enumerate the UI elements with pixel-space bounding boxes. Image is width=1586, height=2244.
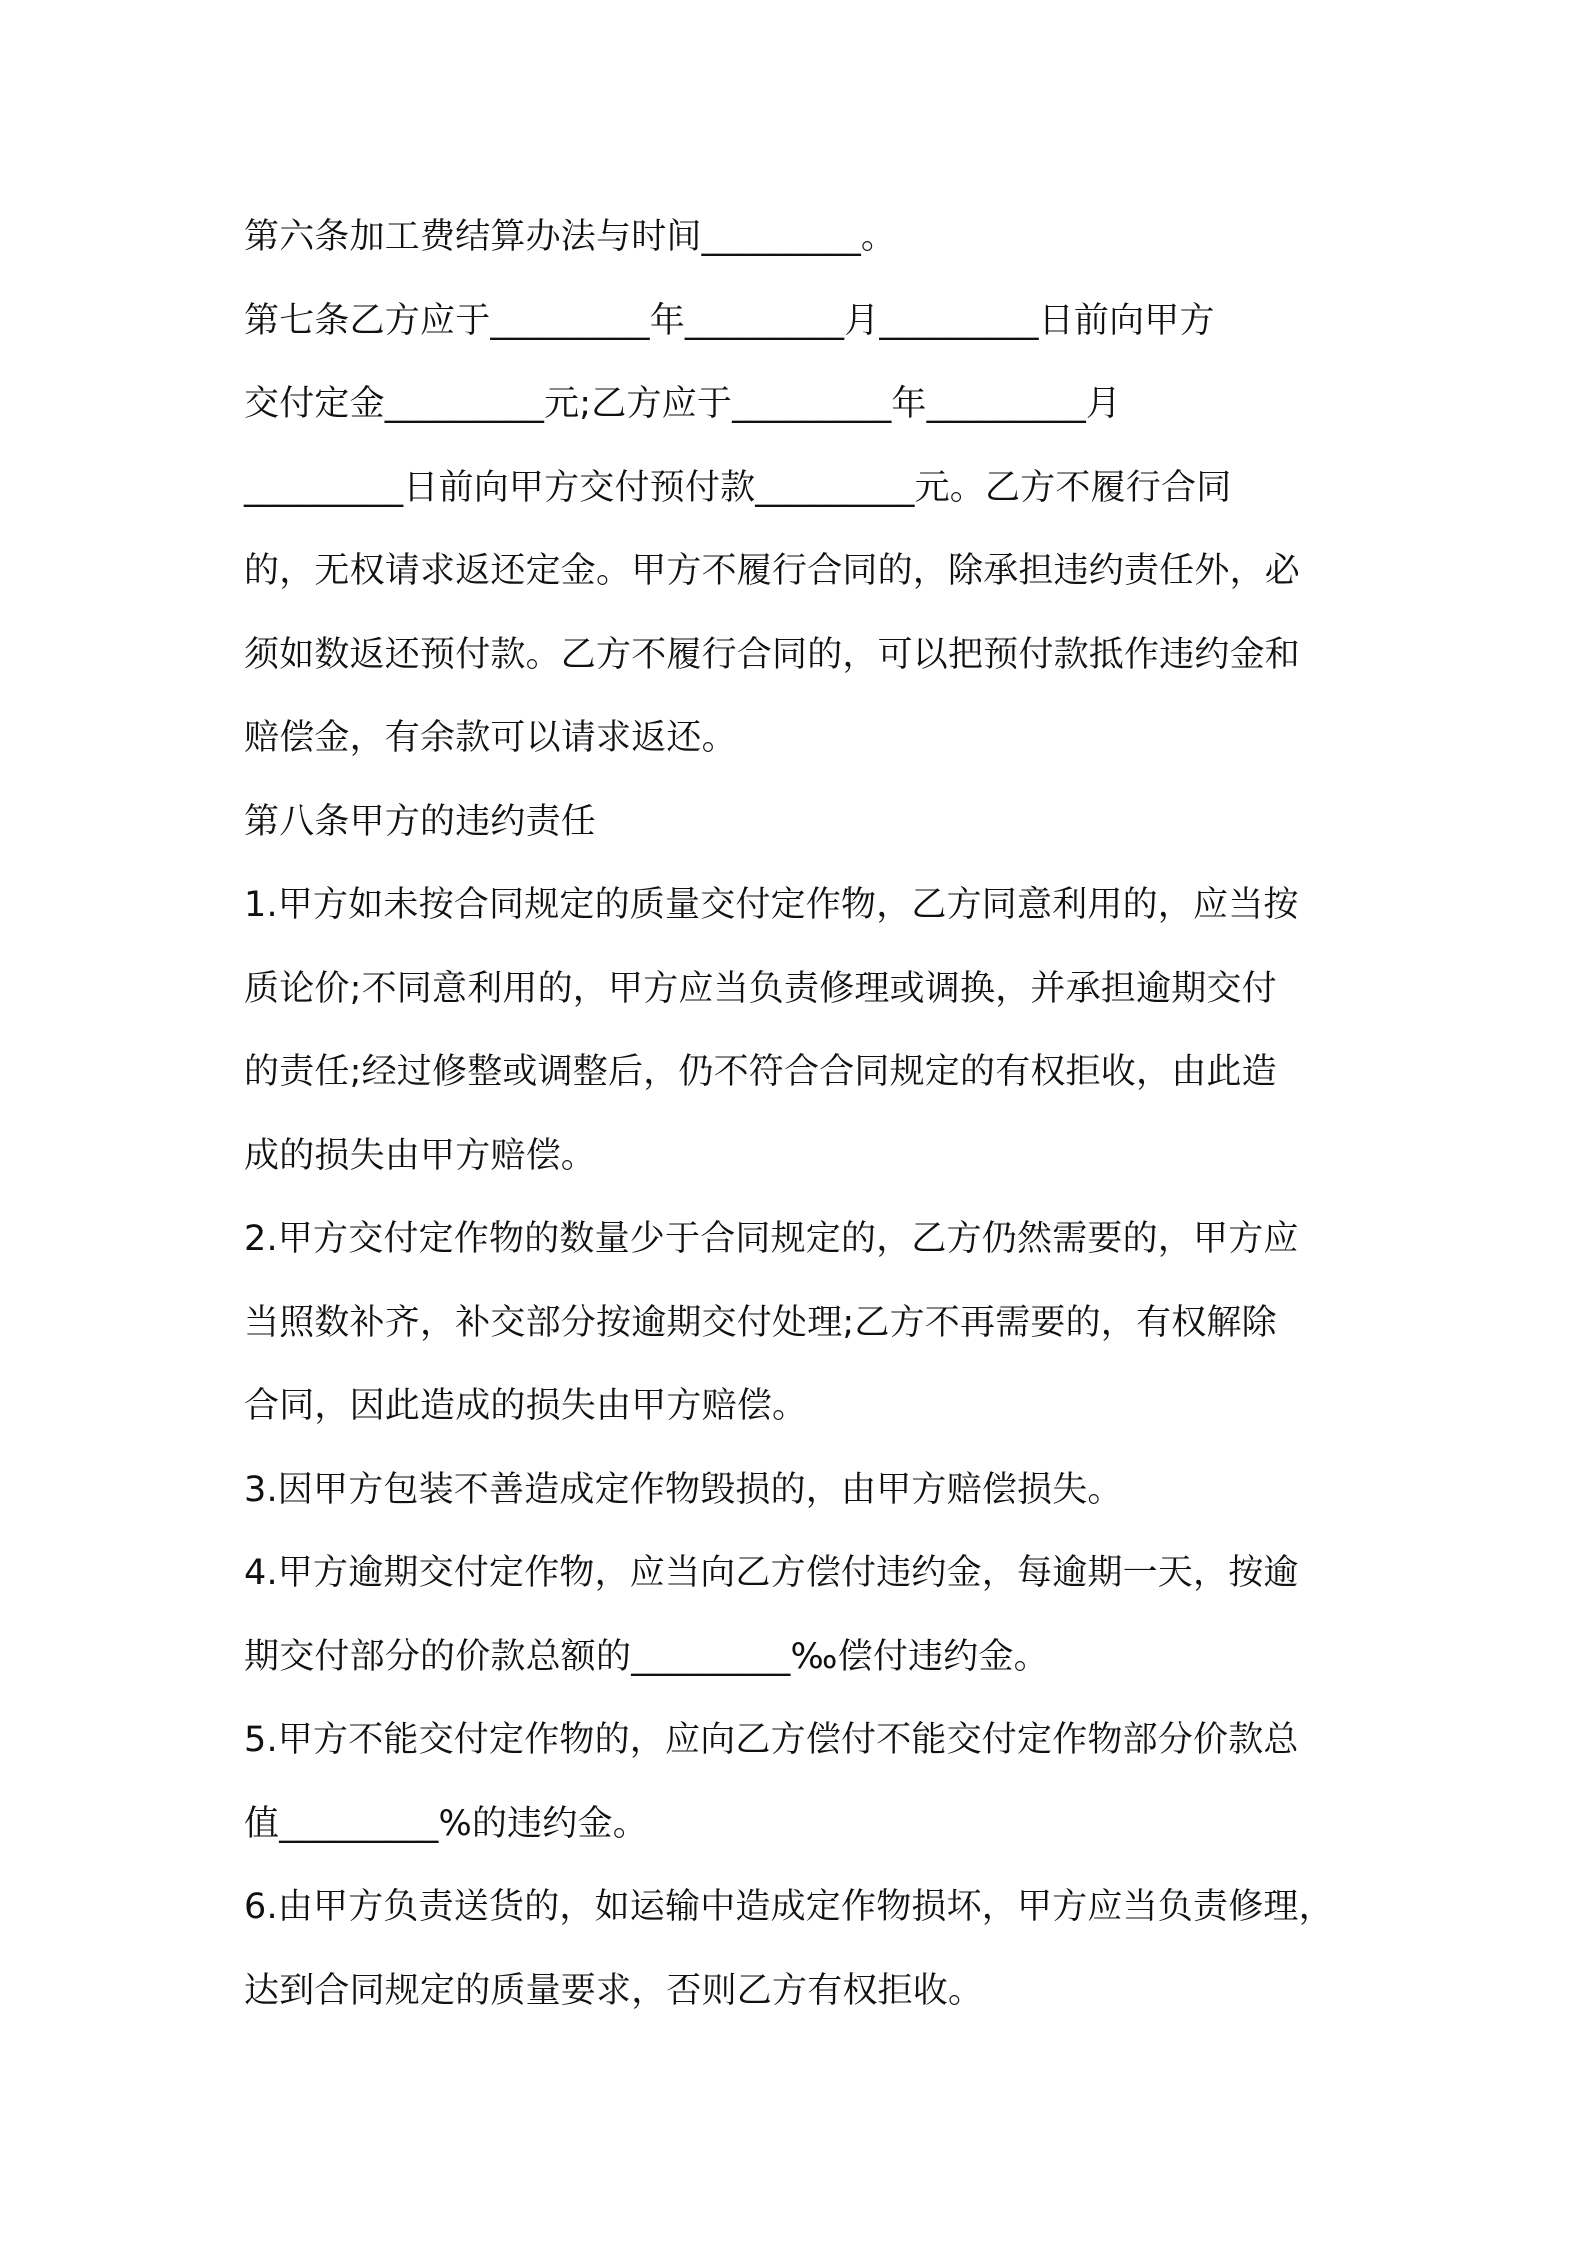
clause-8-item-4-line-1: 4.甲方逾期交付定作物，应当向乙方偿付违约金，每逾期一天，按逾 xyxy=(244,1553,1299,1593)
clause-8-item-1-line-1: 1.甲方如未按合同规定的质量交付定作物，乙方同意利用的，应当按 xyxy=(244,885,1299,925)
clause-7-line-5: 须如数返还预付款。乙方不履行合同的，可以把预付款抵作违约金和 xyxy=(244,634,1301,675)
clause-8-item-5-line-1: 5.甲方不能交付定作物的，应向乙方偿付不能交付定作物部分价款总 xyxy=(244,1720,1299,1760)
clause-8-item-6-line-1: 6.由甲方负责送货的，如运输中造成定作物损坏，甲方应当负责修理， xyxy=(244,1887,1334,1927)
clause-8-item-1-line-3: 的责任;经过修整或调整后，仍不符合合同规定的有权拒收，由此造 xyxy=(244,1052,1277,1092)
clause-7-line-6: 赔偿金，有余款可以请求返还。 xyxy=(244,718,737,758)
clause-7-line-3: _________日前向甲方交付预付款_________元。乙方不履行合同 xyxy=(244,467,1232,508)
clause-6-line: 第六条加工费结算办法与时间_________。 xyxy=(244,217,897,257)
clause-8-item-3-line-1: 3.因甲方包装不善造成定作物毁损的，由甲方赔偿损失。 xyxy=(244,1469,1123,1510)
clause-8-item-2-line-1: 2.甲方交付定作物的数量少于合同规定的，乙方仍然需要的，甲方应 xyxy=(244,1219,1299,1259)
clause-7-line-2-text: 交付定金_________元;乙方应于_________年_________月 xyxy=(244,384,1122,424)
clause-8-item-6-line-2: 达到合同规定的质量要求，否则乙方有权拒收。 xyxy=(244,1970,984,2011)
clause-8-item-2-line-2: 当照数补齐，补交部分按逾期交付处理;乙方不再需要的，有权解除 xyxy=(244,1302,1277,1343)
clause-8-heading: 第八条甲方的违约责任 xyxy=(244,801,597,842)
clause-8-item-4-line-2: 期交付部分的价款总额的_________‰偿付违约金。 xyxy=(244,1636,1049,1677)
clause-7-line-4: 的，无权请求返还定金。甲方不履行合同的，除承担违约责任外，必 xyxy=(244,551,1301,591)
clause-8-item-1-line-2: 质论价;不同意利用的，甲方应当负责修理或调换，并承担逾期交付 xyxy=(244,968,1277,1009)
clause-8-item-1-line-4: 成的损失由甲方赔偿。 xyxy=(244,1135,597,1176)
clause-7-line-1: 第七条乙方应于_________年_________月_________日前向甲方 xyxy=(244,300,1215,341)
clause-7-line-2 xyxy=(244,363,1364,447)
document-body xyxy=(244,196,1364,2033)
clause-8-item-2-line-3: 合同，因此造成的损失由甲方赔偿。 xyxy=(244,1386,808,1426)
clause-8-item-5-line-2: 值_________%的违约金。 xyxy=(244,1803,648,1844)
